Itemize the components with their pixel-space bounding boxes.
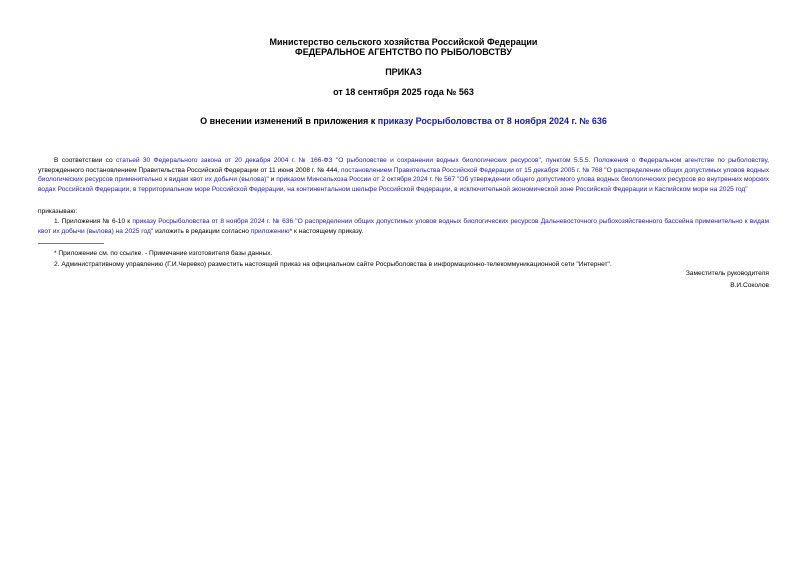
item1-text-c: * к настоящему приказу. bbox=[289, 227, 364, 235]
ministry-name: Министерство сельского хозяйства Российской Федерации bbox=[269, 37, 538, 47]
order-item-2: 2. Административному управлению (Г.И.Черевко) разместить настоящий приказ на официальном сайте Росрыболовства в информационно-телекоммуникационной сети "Интернет". bbox=[54, 261, 612, 268]
signatory-name: В.И.Соколов bbox=[730, 282, 769, 289]
document-date: от 18 сентября 2025 года № 563 bbox=[333, 87, 474, 97]
order-item-1 bbox=[38, 217, 769, 236]
title-prefix: О внесении изменений в приложения к bbox=[200, 116, 378, 126]
preamble-text-c: , утвержденного постановлением Правительства Российской Федерации от 11 июня 2008 г. № 444, bbox=[38, 157, 769, 174]
item1-text-a: 1. Приложения № 6-10 к bbox=[54, 218, 133, 225]
ministry-order-link[interactable]: приказом Минсельхоза России от 2 октября 2024 г. № 567 "Об утверждении общего допустимого улова водных биологических ресурсов во внутренних морских водах Российской Федерации, в территориальном море Российской Федерации, на континентальном шельфе Российской Федерации, в исключительной экономической зоне Российской Федерации и Каспийском море на 2025 год" bbox=[38, 176, 769, 193]
signatory-position: Заместитель руководителя bbox=[685, 270, 769, 277]
item1-text-b: изложить в редакции согласно bbox=[153, 227, 251, 235]
government-decree-link[interactable]: постановлением Правительства Российской Федерации от 15 декабря 2005 г. № 768 "О распределении общих допустимых уловов водных биологических ресурсов применительно к видам квот их добычи (вылова)" bbox=[38, 166, 769, 183]
footnote-divider bbox=[38, 243, 104, 244]
agency-regulation-link[interactable]: пунктом 5.5.5. Положения о Федеральном агентстве по рыболовству bbox=[545, 157, 768, 164]
preamble-text-a: В соответствии со bbox=[54, 157, 116, 164]
order-word: приказываю: bbox=[38, 208, 78, 215]
agency-name: ФЕДЕРАЛЬНОЕ АГЕНТСТВО ПО РЫБОЛОВСТВУ bbox=[295, 47, 512, 57]
document-page bbox=[38, 0, 769, 571]
preamble-paragraph bbox=[38, 156, 769, 194]
title-order-link[interactable]: приказу Росрыболовства от 8 ноября 2024 г. № 636 bbox=[377, 116, 607, 126]
preamble-text-d: и bbox=[268, 176, 277, 183]
document-title bbox=[38, 116, 769, 127]
preamble-text-b: , bbox=[540, 157, 546, 164]
order-636-link[interactable]: приказу Росрыболовства от 8 ноября 2024 г. № 636 "О распределении общих допустимых уловов водных биологических ресурсов Дальневосточного рыбохозяйственного бассейна применительно к видам квот их добычи (вылова) на 2025 год" bbox=[38, 218, 769, 235]
appendix-link[interactable]: приложению bbox=[250, 227, 290, 235]
footnote: * Приложение см. по ссылке. - Примечание изготовителя базы данных. bbox=[54, 250, 273, 257]
federal-law-link[interactable]: статьей 30 Федерального закона от 20 декабря 2004 г. № 166-ФЗ "О рыболовстве и сохранении водных биологических ресурсов" bbox=[116, 157, 541, 164]
document-type: ПРИКАЗ bbox=[385, 67, 422, 77]
